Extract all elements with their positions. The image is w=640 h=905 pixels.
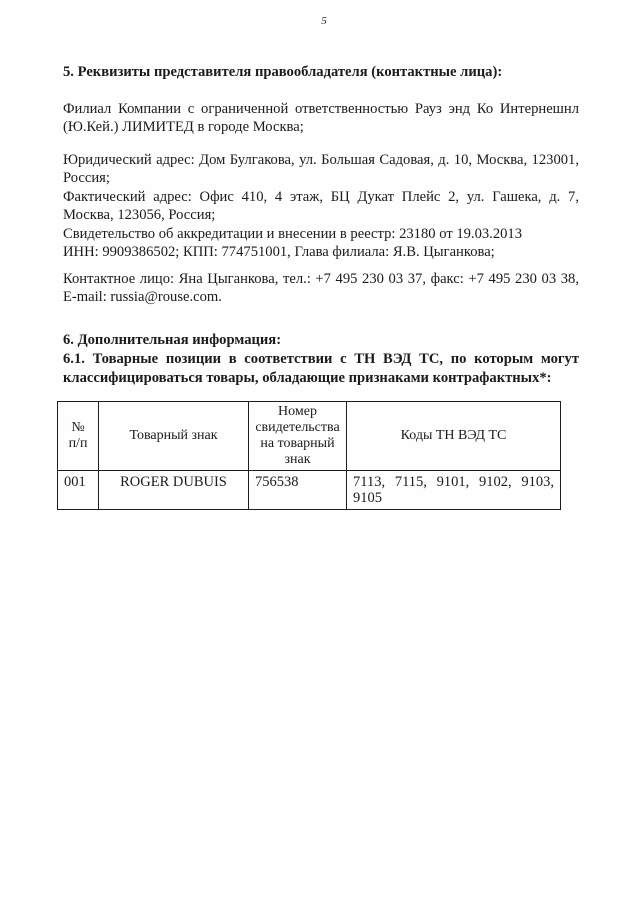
actual-address-line: Москва, 123056, Россия; (63, 207, 216, 224)
codes-line: 7113, 7115, 9101, 9102, 9103, (353, 474, 554, 490)
contact-person-line: Контактное лицо: Яна Цыганкова, тел.: +7 495 230 03 37, факс: +7 495 230 03 38, (63, 271, 579, 287)
company-paragraph (63, 100, 579, 137)
column-header-trademark: Товарный знак (99, 402, 249, 471)
contact-paragraph (63, 270, 579, 307)
section6-heading: 6. Дополнительная информация: (63, 332, 282, 348)
address-details-paragraph (63, 151, 579, 261)
codes-line: 9105 (353, 490, 382, 506)
actual-address-line: Фактический адрес: Офис 410, 4 этаж, БЦ Дукат Плейс 2, ул. Гашека, д. 7, (63, 188, 579, 205)
section61-subheading (63, 350, 579, 388)
header-line: п/п (68, 436, 88, 451)
cell-codes (347, 471, 561, 510)
section5-heading: 5. Реквизиты представителя правообладателя (контактные лица): (63, 64, 503, 80)
header-line: № (71, 420, 85, 435)
legal-address-line: Россия; (63, 170, 110, 187)
trademark-table (57, 401, 561, 510)
table-header-row (58, 402, 561, 471)
page-number: 5 (321, 15, 327, 27)
email-line: E-mail: russia@rouse.com. (63, 289, 222, 306)
text-line: классифицироваться товары, обладающие признаками контрафактных*: (63, 370, 552, 386)
inn-kpp-line: ИНН: 9909386502; КПП: 774751001, Глава филиала: Я.В. Цыганкова; (63, 244, 495, 261)
column-header-certificate: Номер свидетельства на товарный знак (249, 402, 347, 471)
text-line: (Ю.Кей.) ЛИМИТЕД в городе Москва; (63, 119, 304, 136)
table-row (58, 471, 561, 510)
cell-certificate: 756538 (249, 471, 347, 510)
legal-address-line: Юридический адрес: Дом Булгакова, ул. Большая Садовая, д. 10, Москва, 123001, (63, 152, 579, 168)
column-header-num (58, 402, 99, 471)
cell-row-number: 001 (58, 471, 99, 510)
text-line: 6.1. Товарные позиции в соответствии с ТН ВЭД ТС, по которым могут (63, 351, 579, 367)
text-line: Филиал Компании с ограниченной ответственностью Рауз энд Ко Интернешнл (63, 101, 579, 117)
accreditation-line: Свидетельство об аккредитации и внесении в реестр: 23180 от 19.03.2013 (63, 225, 523, 242)
cell-trademark: ROGER DUBUIS (99, 471, 249, 510)
column-header-codes: Коды ТН ВЭД ТС (347, 402, 561, 471)
